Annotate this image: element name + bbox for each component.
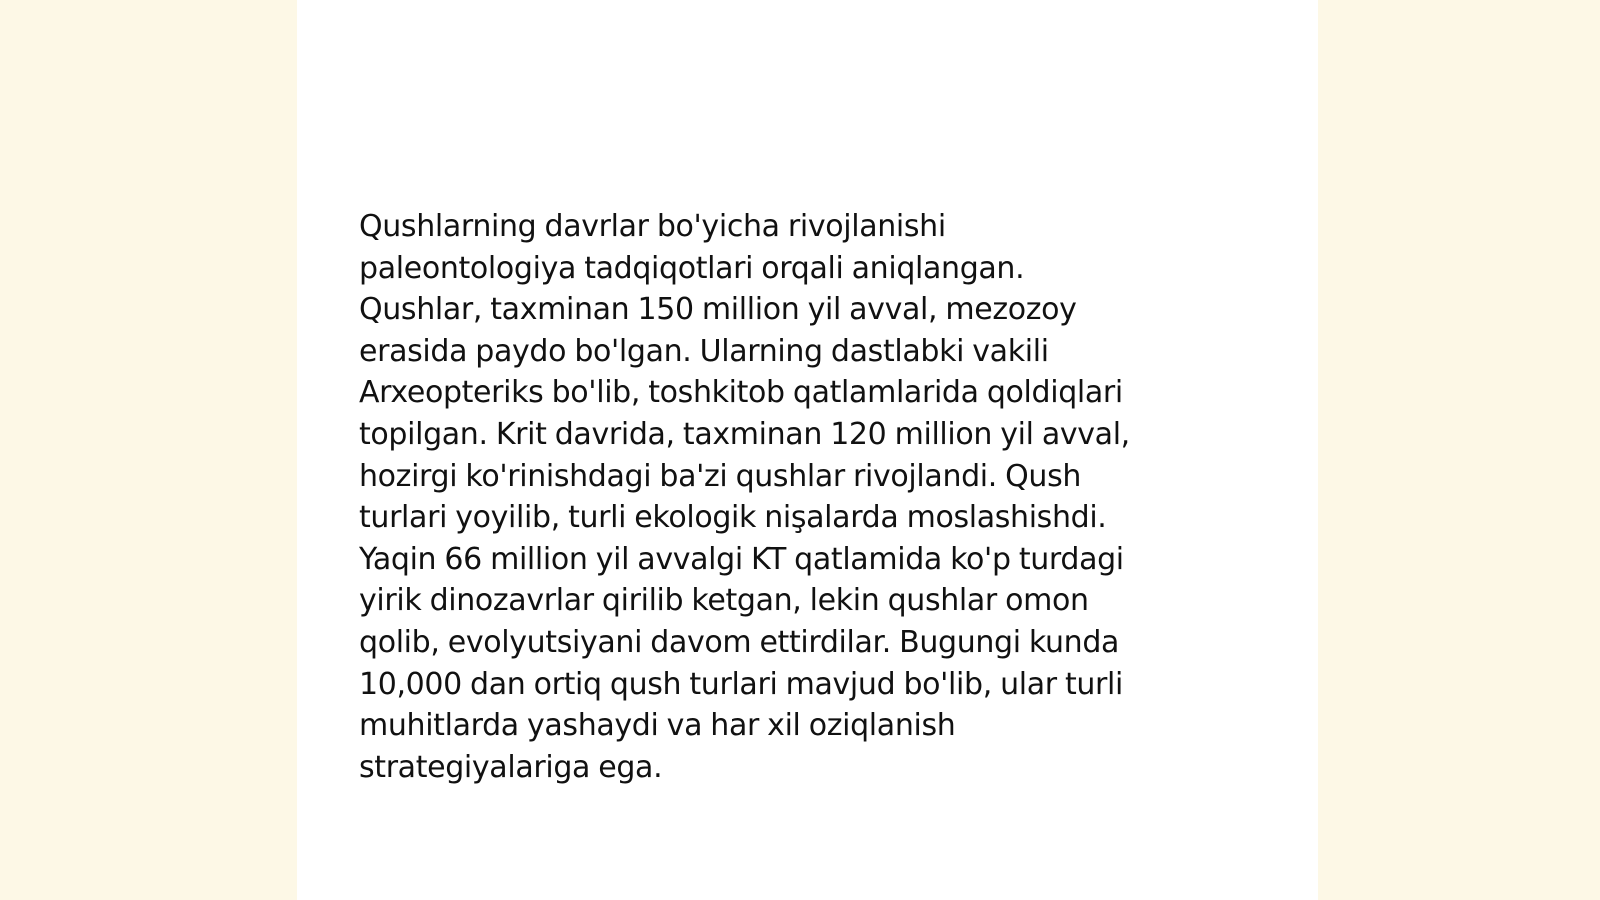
paragraph-line: hozirgi ko'rinishdagi ba'zi qushlar rivojlandi. Qush [359, 458, 1082, 494]
document-page [297, 0, 1318, 900]
paragraph-line: Arxeopteriks bo'lib, toshkitob qatlamlarida qoldiqlari [359, 375, 1123, 411]
paragraph-line: topilgan. Krit davrida, taxminan 120 million yil avval, [359, 416, 1130, 452]
paragraph-line: strategiyalariga ega. [359, 749, 663, 785]
paragraph-line: 10,000 dan ortiq qush turlari mavjud bo'lib, ular turli [359, 666, 1123, 702]
paragraph-line: yirik dinozavrlar qirilib ketgan, lekin qushlar omon [359, 583, 1089, 619]
paragraph-line: Qushlarning davrlar bo'yicha rivojlanishi [359, 209, 946, 244]
paragraph-line: Yaqin 66 million yil avvalgi KT qatlamida ko'p turdagi [359, 541, 1124, 577]
paragraph-line: qolib, evolyutsiyani davom ettirdilar. Bugungi kunda [359, 624, 1120, 660]
paragraph-line: erasida paydo bo'lgan. Ularning dastlabki vakili [359, 333, 1049, 369]
paragraph-line: muhitlarda yashaydi va har xil oziqlanish [359, 708, 956, 744]
body-paragraph [359, 206, 1259, 788]
paragraph-line: paleontologiya tadqiqotlari orqali aniqlangan. [359, 250, 1025, 286]
paragraph-line: Qushlar, taxminan 150 million yil avval, mezozoy [359, 292, 1077, 328]
paragraph-line: turlari yoyilib, turli ekologik nişalarda moslashishdi. [359, 500, 1107, 536]
